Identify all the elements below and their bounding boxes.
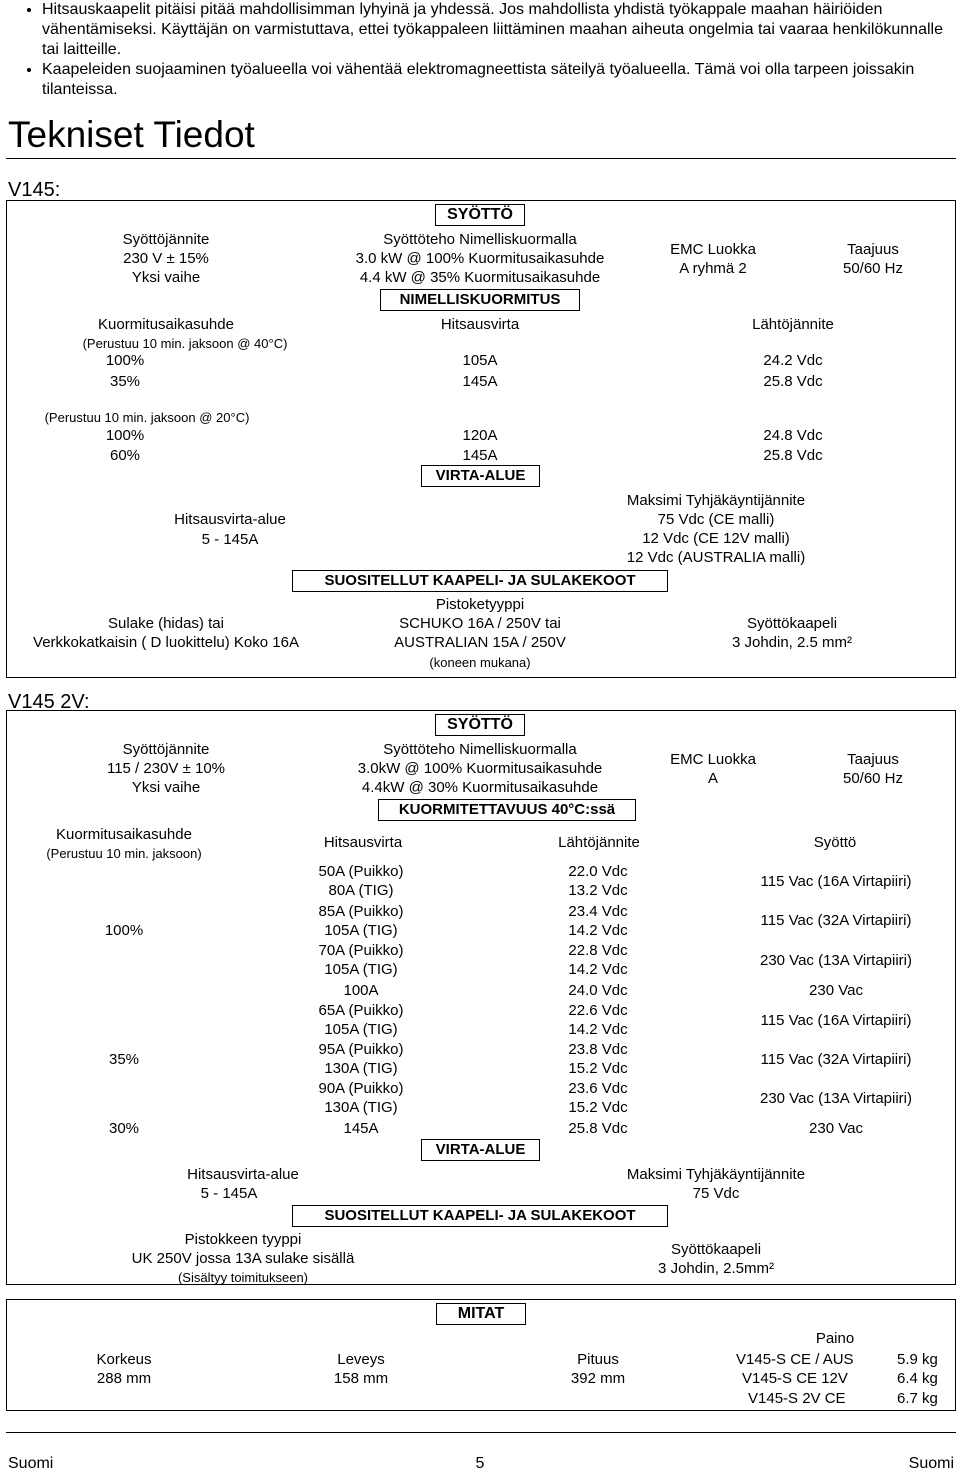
v145-pistoke-label: Pistoketyyppi	[435, 596, 525, 613]
v145-2v-current: 80A (TIG)	[328, 882, 394, 899]
paino-label: Paino	[815, 1330, 855, 1347]
v145-2v-max-voltage-label: Maksimi Tyhjäkäyntijännite	[626, 1166, 806, 1183]
v145-2v-virta-range-value: 5 - 145A	[200, 1185, 258, 1202]
v145-duty: 60%	[109, 447, 141, 464]
v145-syotto-header: SYÖTTÖ	[435, 204, 525, 226]
v145-hitsausvirta-label: Hitsausvirta	[440, 316, 520, 333]
v145-2v-voltage: 22.8 Vdc	[568, 942, 628, 959]
v145-current: 105A	[462, 352, 498, 369]
v145-current: 145A	[462, 373, 498, 390]
v145-2v-kuormitettavuus-header: KUORMITETTAVUUS 40°C:ssä	[378, 799, 636, 821]
weight-model: V145-S CE / AUS	[736, 1351, 854, 1368]
v145-2v-voltage: 25.8 Vdc	[568, 1120, 628, 1137]
v145-sulake-line1: Sulake (hidas) tai	[108, 615, 224, 632]
v145-2v-voltage: 14.2 Vdc	[568, 922, 628, 939]
v145-2v-emc-value: A	[707, 770, 719, 787]
v145-2v-emc-label: EMC Luokka	[670, 751, 756, 768]
v145-2v-voltage: 23.6 Vdc	[568, 1080, 628, 1097]
page-title: Tekniset Tiedot	[8, 114, 255, 155]
korkeus-label: Korkeus	[96, 1351, 152, 1368]
v145-2v-kuormitus-condition: (Perustuu 10 min. jaksoon)	[46, 846, 202, 861]
v145-2v-current: 105A (TIG)	[324, 1021, 398, 1038]
v145-2v-duty-30: 30%	[108, 1120, 140, 1137]
v145-2v-current: 130A (TIG)	[324, 1099, 398, 1116]
v145-2v-syotto-label: Syöttö	[813, 834, 857, 851]
v145-2v-voltage: 13.2 Vdc	[568, 882, 628, 899]
v145-syottoteho-100: 3.0 kW @ 100% Kuormitusaikasuhde	[355, 250, 605, 267]
footer-left: Suomi	[8, 1455, 54, 1472]
v145-heading: V145:	[8, 179, 61, 201]
v145-2v-voltage: 14.2 Vdc	[568, 1021, 628, 1038]
v145-phase: Yksi vaihe	[131, 269, 201, 286]
v145-taajuus-value: 50/60 Hz	[842, 260, 904, 277]
v145-2v-taajuus-value: 50/60 Hz	[842, 770, 904, 787]
v145-2v-supply: 115 Vac (32A Virtapiiri)	[760, 1051, 912, 1068]
leveys-value: 158 mm	[333, 1370, 389, 1387]
v145-sulake-line2: Verkkokatkaisin ( D luokittelu) Koko 16A	[33, 634, 299, 651]
v145-pistoke-schuko: SCHUKO 16A / 250V tai	[399, 615, 561, 632]
v145-2v-taajuus-label: Taajuus	[847, 751, 899, 768]
v145-2v-supply: 230 Vac	[809, 1120, 863, 1137]
v145-condition-40: (Perustuu 10 min. jaksoon @ 40°C)	[82, 336, 288, 351]
v145-voltage: 24.2 Vdc	[763, 352, 823, 369]
v145-2v-pistoke-note: (Sisältyy toimitukseen)	[177, 1270, 309, 1285]
v145-virta-range-value: 5 - 145A	[201, 531, 259, 548]
v145-duty: 100%	[105, 352, 145, 369]
v145-2v-current: 90A (Puikko)	[318, 1080, 404, 1097]
v145-2v-current: 95A (Puikko)	[318, 1041, 404, 1058]
v145-2v-pistoke-value: UK 250V jossa 13A sulake sisällä	[131, 1250, 355, 1267]
v145-2v-supply: 230 Vac	[809, 982, 863, 999]
v145-voltage: 25.8 Vdc	[763, 373, 823, 390]
v145-max-voltage-label: Maksimi Tyhjäkäyntijännite	[626, 492, 806, 509]
page-number: 5	[475, 1455, 485, 1472]
v145-virta-alue-header: VIRTA-ALUE	[421, 465, 540, 487]
v145-2v-syottojannite-value: 115 / 230V ± 10%	[106, 760, 226, 777]
v145-nimelliskuormitus-header: NIMELLISKUORMITUS	[380, 289, 580, 311]
v145-current: 120A	[462, 427, 498, 444]
v145-taajuus-label: Taajuus	[847, 241, 899, 258]
v145-2v-voltage: 15.2 Vdc	[568, 1060, 628, 1077]
v145-voltage: 24.8 Vdc	[763, 427, 823, 444]
footer-rule	[6, 1432, 956, 1433]
v145-2v-voltage: 23.8 Vdc	[568, 1041, 628, 1058]
v145-2v-virta-range-label: Hitsausvirta-alue	[187, 1166, 299, 1183]
footer-right: Suomi	[908, 1455, 954, 1472]
v145-2v-syottoteho-100: 3.0kW @ 100% Kuormitusaikasuhde	[357, 760, 603, 777]
v145-2v-voltage: 22.6 Vdc	[568, 1002, 628, 1019]
weight-value: 5.9 kg	[897, 1351, 938, 1368]
v145-2v-supply: 230 Vac (13A Virtapiiri)	[759, 1090, 913, 1107]
v145-2v-duty-100: 100%	[104, 922, 144, 939]
v145-2v-supply: 230 Vac (13A Virtapiiri)	[759, 952, 913, 969]
v145-syottokaapeli-label: Syöttökaapeli	[746, 615, 838, 632]
v145-2v-syottokaapeli-label: Syöttökaapeli	[670, 1241, 762, 1258]
v145-lahtojannite-label: Lähtöjännite	[752, 316, 834, 333]
v145-2v-syottoteho-30: 4.4kW @ 30% Kuormitusaikasuhde	[361, 779, 599, 796]
v145-max-voltage-aus: 12 Vdc (AUSTRALIA malli)	[626, 549, 806, 566]
v145-2v-syottokaapeli-value: 3 Johdin, 2.5mm²	[658, 1260, 774, 1277]
v145-2v-kuormitus-label: Kuormitusaikasuhde	[56, 826, 192, 843]
v145-syottokaapeli-value: 3 Johdin, 2.5 mm²	[731, 634, 853, 651]
v145-2v-current: 105A (TIG)	[324, 961, 398, 978]
v145-2v-lahtojannite-label: Lähtöjännite	[558, 834, 640, 851]
v145-2v-voltage: 24.0 Vdc	[568, 982, 628, 999]
intro-bullet: • Hitsauskaapelit pitäisi pitää mahdollisimman lyhyinä ja yhdessä. Jos mahdollista yhdistä työkappale maahan häiriöiden vähentämiseksi. Käyttäjän on varmistuttava, ettei työkappaleen liittäminen maahan aiheuta ongelmia tai vaaraa henkilökunnalle tai laitteille.	[42, 0, 950, 60]
v145-2v-hitsausvirta-label: Hitsausvirta	[323, 834, 403, 851]
v145-syottojannite-label: Syöttöjännite	[122, 231, 210, 248]
v145-condition-20: (Perustuu 10 min. jaksoon @ 20°C)	[44, 410, 250, 425]
v145-max-voltage-ce: 75 Vdc (CE malli)	[657, 511, 775, 528]
v145-2v-current: 145A	[343, 1120, 379, 1137]
v145-2v-phase: Yksi vaihe	[131, 779, 201, 796]
v145-2v-max-voltage-value: 75 Vdc	[692, 1185, 740, 1202]
weight-value: 6.7 kg	[897, 1390, 938, 1407]
v145-2v-duty-35: 35%	[108, 1051, 140, 1068]
v145-pistoke-note: (koneen mukana)	[429, 655, 531, 670]
v145-duty: 35%	[109, 373, 141, 390]
korkeus-value: 288 mm	[96, 1370, 152, 1387]
v145-2v-syotto-header: SYÖTTÖ	[435, 714, 525, 736]
v145-2v-current: 70A (Puikko)	[318, 942, 404, 959]
title-rule	[6, 158, 956, 159]
leveys-label: Leveys	[337, 1351, 385, 1368]
v145-2v-current: 105A (TIG)	[324, 922, 398, 939]
v145-syottojannite-value: 230 V ± 15%	[123, 250, 209, 267]
v145-2v-supply: 115 Vac (32A Virtapiiri)	[760, 912, 912, 929]
pituus-label: Pituus	[577, 1351, 619, 1368]
v145-2v-current: 130A (TIG)	[324, 1060, 398, 1077]
v145-2v-voltage: 15.2 Vdc	[568, 1099, 628, 1116]
v145-2v-supply: 115 Vac (16A Virtapiiri)	[760, 1012, 912, 1029]
v145-2v-syottojannite-label: Syöttöjännite	[122, 741, 210, 758]
v145-2v-syottoteho-label: Syöttöteho Nimelliskuormalla	[383, 741, 577, 758]
v145-2v-heading: V145 2V:	[8, 691, 90, 713]
weight-model: V145-S CE 12V	[742, 1370, 848, 1387]
v145-2v-pistoke-label: Pistokkeen tyyppi	[184, 1231, 302, 1248]
v145-pistoke-aus: AUSTRALIAN 15A / 250V	[394, 634, 566, 651]
v145-kuormitus-label: Kuormitusaikasuhde	[98, 316, 234, 333]
v145-voltage: 25.8 Vdc	[763, 447, 823, 464]
v145-max-voltage-ce12: 12 Vdc (CE 12V malli)	[642, 530, 790, 547]
v145-2v-voltage: 14.2 Vdc	[568, 961, 628, 978]
v145-2v-supply: 115 Vac (16A Virtapiiri)	[760, 873, 912, 890]
v145-syottoteho-label: Syöttöteho Nimelliskuormalla	[383, 231, 577, 248]
v145-duty: 100%	[105, 427, 145, 444]
weight-value: 6.4 kg	[897, 1370, 938, 1387]
intro-bullets	[20, 0, 950, 100]
v145-2v-voltage: 23.4 Vdc	[568, 903, 628, 920]
v145-2v-kaapeli-header: SUOSITELLUT KAAPELI- JA SULAKEKOOT	[292, 1205, 668, 1227]
v145-2v-current: 65A (Puikko)	[318, 1002, 404, 1019]
v145-syottoteho-35: 4.4 kW @ 35% Kuormitusaikasuhde	[359, 269, 601, 286]
mitat-header: MITAT	[436, 1303, 526, 1325]
v145-2v-voltage: 22.0 Vdc	[568, 863, 628, 880]
v145-virta-range-label: Hitsausvirta-alue	[174, 511, 286, 528]
pituus-value: 392 mm	[570, 1370, 626, 1387]
v145-2v-virta-alue-header: VIRTA-ALUE	[421, 1139, 540, 1161]
v145-emc-label: EMC Luokka	[670, 241, 756, 258]
v145-current: 145A	[462, 447, 498, 464]
intro-bullet: • Kaapeleiden suojaaminen työalueella voi vähentää elektromagneettista säteilyä työalueella. Tämä voi olla tarpeen joissakin tilanteissa.	[42, 60, 950, 100]
v145-2v-current: 50A (Puikko)	[318, 863, 404, 880]
v145-kaapeli-header: SUOSITELLUT KAAPELI- JA SULAKEKOOT	[292, 570, 668, 592]
v145-2v-current: 85A (Puikko)	[318, 903, 404, 920]
v145-2v-current: 100A	[343, 982, 379, 999]
v145-emc-value: A ryhmä 2	[679, 260, 747, 277]
weight-model: V145-S 2V CE	[748, 1390, 846, 1407]
